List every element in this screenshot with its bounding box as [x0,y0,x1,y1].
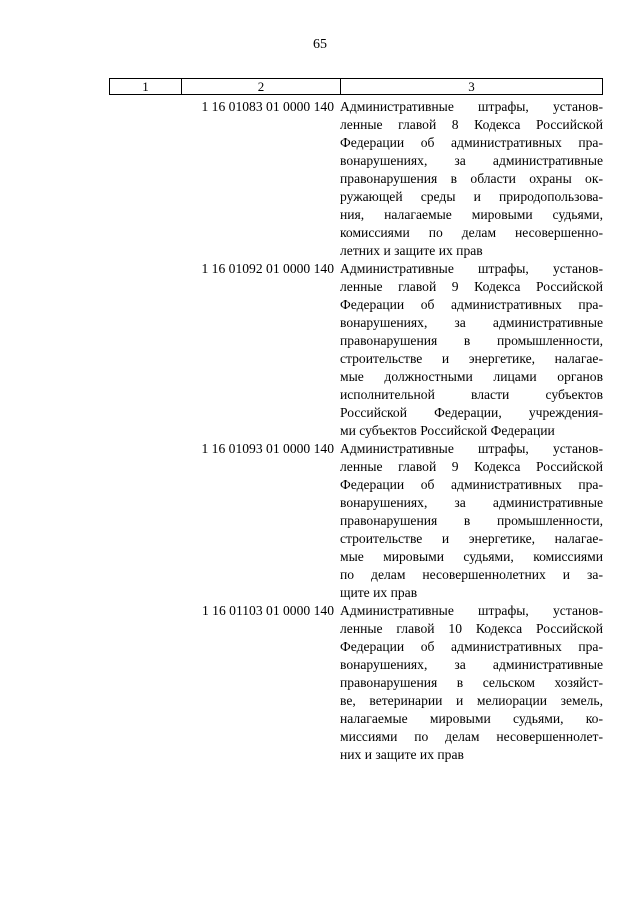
description-line: налагаемые мировыми судьями, ко- [340,711,603,726]
description-line: строительстве и энергетике, налагае- [340,351,603,366]
description-line: них и защите их прав [340,747,464,762]
table-row [109,602,603,764]
description-line: мые мировыми судьями, комиссиями [340,549,603,564]
column-header-3: 3 [468,78,475,94]
description-line: летних и защите их прав [340,243,483,258]
description-line: вонарушениях, за административные [340,657,603,672]
description-line: правонарушения в промышленности, [340,333,603,348]
description-line: вонарушениях, за административные [340,315,603,330]
description-line: Федерации об административных пра- [340,135,603,150]
row-description [340,440,603,602]
budget-code: 1 16 01092 01 0000 140 [201,261,334,276]
description-line: правонарушения в промышленности, [340,513,603,528]
description-line: ленные главой 9 Кодекса Российской [340,279,603,294]
column-header-1: 1 [110,79,182,94]
table-header-row [109,78,603,95]
description-line: вонарушениях, за административные [340,495,603,510]
description-line: ве, ветеринарии и мелиорации земель, [340,693,603,708]
budget-code: 1 16 01083 01 0000 140 [201,99,334,114]
description-line: ленные главой 8 Кодекса Российской [340,117,603,132]
description-line: Федерации об административных пра- [340,297,603,312]
table-body [109,98,603,764]
description-line: Административные штрафы, установ- [340,603,603,618]
description-line: правонарушения в сельском хозяйст- [340,675,603,690]
description-line: строительстве и энергетике, налагае- [340,531,603,546]
row-description [340,260,603,440]
description-line: Российской Федерации, учреждения- [340,405,603,420]
description-line: ленные главой 10 Кодекса Российской [340,621,603,636]
column-header-2: 2 [182,79,341,94]
description-line: ружающей среды и природопользова- [340,189,603,204]
description-line: Федерации об административных пра- [340,639,603,654]
description-line: миссиями по делам несовершеннолет- [340,729,603,744]
description-line: комиссиями по делам несовершенно- [340,225,603,240]
description-line: Административные штрафы, установ- [340,261,603,276]
description-line: по делам несовершеннолетних и за- [340,567,603,582]
description-line: Административные штрафы, установ- [340,99,603,114]
table-row [109,440,603,602]
description-line: Административные штрафы, установ- [340,441,603,456]
row-description [340,98,603,260]
description-line: ленные главой 9 Кодекса Российской [340,459,603,474]
description-line: вонарушениях, за административные [340,153,603,168]
description-line: правонарушения в области охраны ок- [340,171,603,186]
table-row [109,98,603,260]
description-line: щите их прав [340,585,418,600]
page-number: 65 [313,37,327,52]
description-line: ния, налагаемые мировыми судьями, [340,207,603,222]
table-row [109,260,603,440]
description-line: исполнительной власти субъектов [340,387,603,402]
budget-code: 1 16 01103 01 0000 140 [201,603,334,618]
description-line: мые должностными лицами органов [340,369,603,384]
row-description [340,602,603,764]
description-line: ми субъектов Российской Федерации [340,423,555,438]
description-line: Федерации об административных пра- [340,477,603,492]
budget-code: 1 16 01093 01 0000 140 [201,441,334,456]
